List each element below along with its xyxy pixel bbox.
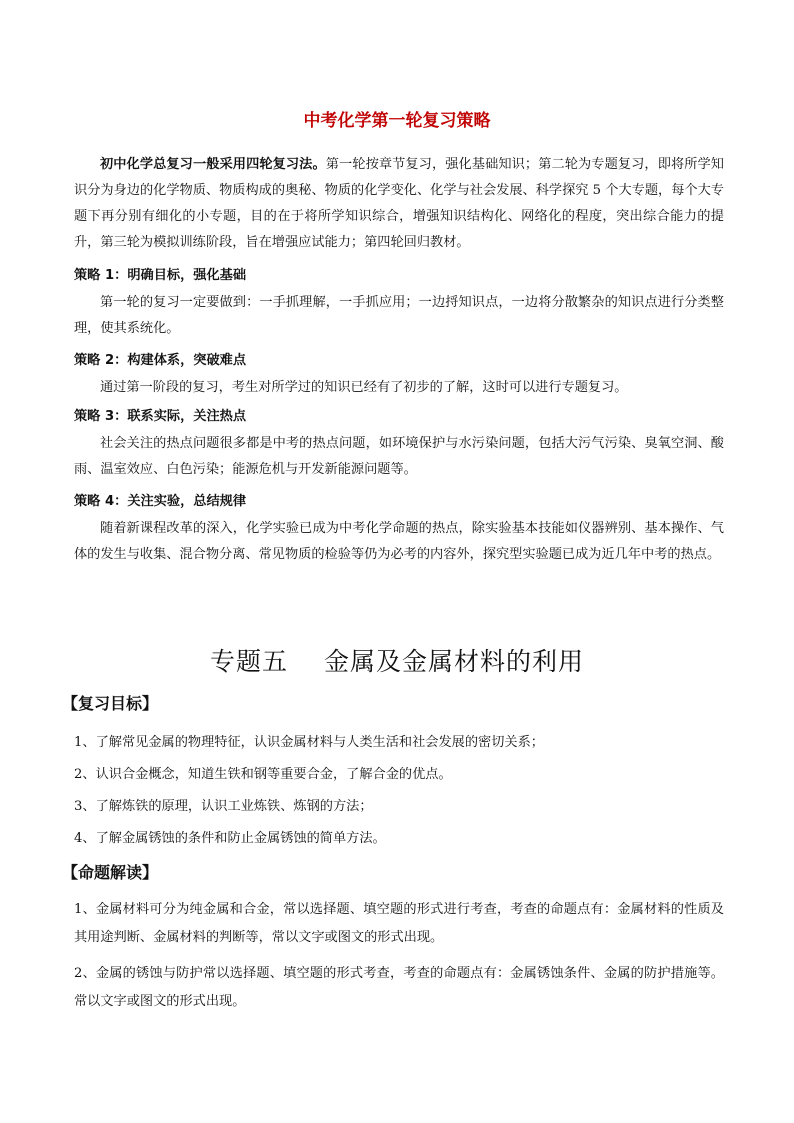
analysis-item: 1、金属材料可分为纯金属和合金，常以选择题、填空题的形式进行考查，考查的命题点有：金属材料的性质及其用途判断、金属材料的判断等，常以文字或图文的形式出现。	[74, 902, 724, 945]
strategy-4-text: 随着新课程改革的深入，化学实验已成为中考化学命题的热点，除实验基本技能如仪器辨别、基本操作、气体的发生与收集、混合物分离、常见物质的检验等仍为必考的内容外，探究型实验题已成为近几年中考的热点。	[74, 521, 724, 562]
review-goal-item: 1、了解常见金属的物理特征，认识金属材料与人类生活和社会发展的密切关系；	[74, 735, 544, 750]
topic-name: 金属及金属材料的利用	[324, 647, 585, 676]
intro-lead: 初中化学总复习一般采用四轮复习法。	[100, 157, 326, 172]
strategy-1-text: 第一轮的复习一定要做到：一手抓理解，一手抓应用；一边捋知识点，一边将分散繁杂的知识点进行分类整理，使其系统化。	[74, 295, 724, 336]
strategy-3-heading: 策略 3：联系实际，关注热点	[74, 409, 247, 424]
page-title: 中考化学第一轮复习策略	[303, 111, 491, 131]
intro-text: 第一轮按章节复习，强化基础知识；第二轮为专题复习，即将所学知识分为身边的化学物质、物质构成的奥秘、物质的化学变化、化学与社会发展、科学探究 5 个大专题，每个大专题下再分别有细化的小专题，目的在于将所学知识综合，增强知识结构化、网络化的程度，突出综合能力的提升，第三轮为模拟训练阶段，旨在增强应试能力；第四轮回归教材。	[74, 157, 724, 250]
strategy-1-heading: 策略 1：明确目标，强化基础	[74, 268, 247, 283]
review-goal-item: 4、了解金属锈蚀的条件和防止金属锈蚀的简单方法。	[74, 831, 386, 846]
topic-title	[0, 642, 794, 678]
topic-number: 专题五	[209, 647, 288, 676]
intro-paragraph	[74, 152, 724, 256]
analysis-heading: 【命题解读】	[62, 863, 159, 882]
review-goal-item: 3、了解炼铁的原理，认识工业炼铁、炼钢的方法；	[74, 799, 373, 814]
strategy-2-text: 通过第一阶段的复习，考生对所学过的知识已经有了初步的了解，这时可以进行专题复习。	[100, 380, 628, 395]
review-goal-item: 2、认识合金概念，知道生铁和钢等重要合金，了解合金的优点。	[74, 767, 452, 782]
strategy-2-heading: 策略 2：构建体系，突破难点	[74, 353, 247, 368]
strategy-3-text: 社会关注的热点问题很多都是中考的热点问题，如环境保护与水污染问题，包括大污气污染、臭氧空洞、酸雨、温室效应、白色污染；能源危机与开发新能源问题等。	[74, 436, 724, 477]
strategy-4-heading: 策略 4：关注实验，总结规律	[74, 494, 247, 509]
analysis-item: 2、金属的锈蚀与防护常以选择题、填空题的形式考查，考查的命题点有：金属锈蚀条件、金属的防护措施等。常以文字或图文的形式出现。	[74, 966, 724, 1009]
review-goals-heading: 【复习目标】	[62, 694, 159, 713]
